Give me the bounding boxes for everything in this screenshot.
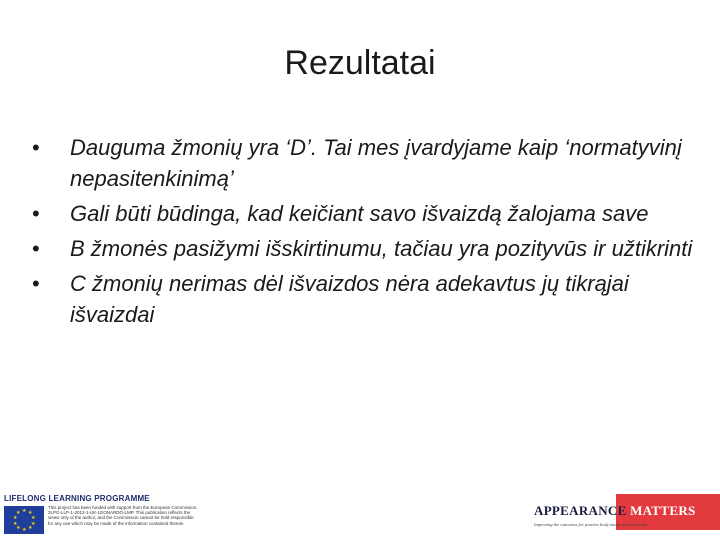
- bullet-item: [28, 233, 698, 264]
- logo-word-appearance: APPEARANCE: [534, 503, 631, 518]
- logo-word-matters: MATTERS: [630, 503, 696, 518]
- bullet-dot: •: [32, 201, 40, 226]
- bullet-dot: •: [32, 135, 40, 160]
- bullet-dot: •: [32, 236, 40, 261]
- bullet-item: [28, 268, 698, 330]
- bullet-item: [28, 198, 698, 229]
- llp-programme-title: LIFELONG LEARNING PROGRAMME: [4, 494, 150, 503]
- bullet-text: Dauguma žmonių yra ‘D’. Tai mes įvardyjame kaip ‘normatyvinį nepasitenkinimą’: [70, 135, 682, 191]
- slide-title: Rezultatai: [284, 44, 436, 82]
- llp-footer: [0, 494, 200, 540]
- bullet-text: B žmonės pasižymi išskirtinumu, tačiau yra pozityvūs ir užtikrinti: [70, 236, 693, 261]
- logo-tagline: Improving the outcomes for positive body image and wellbeing: [534, 522, 648, 527]
- bullet-list: [28, 132, 698, 334]
- bullet-text: Gali būti būdinga, kad keičiant savo išvaizdą žalojama save: [70, 201, 649, 226]
- logo-wordmark: [534, 503, 696, 519]
- bullet-dot: •: [32, 271, 40, 296]
- appearance-matters-logo: [530, 494, 720, 540]
- llp-disclaimer: This project has been funded with support from the European Commission. 2LPG-LLP-1-2012-1-UK-LEONARDO-LMP. This publication reflects the views only of the author, and the Commission cannot be held responsible for any use which may be made of the information contained therein.: [48, 505, 198, 526]
- bullet-text: C žmonių nerimas dėl išvaizdos nėra adekavtus jų tikrąjai išvaizdai: [70, 271, 629, 327]
- eu-flag-icon: ★ ★ ★ ★ ★ ★ ★ ★ ★ ★: [4, 506, 44, 534]
- bullet-item: [28, 132, 698, 194]
